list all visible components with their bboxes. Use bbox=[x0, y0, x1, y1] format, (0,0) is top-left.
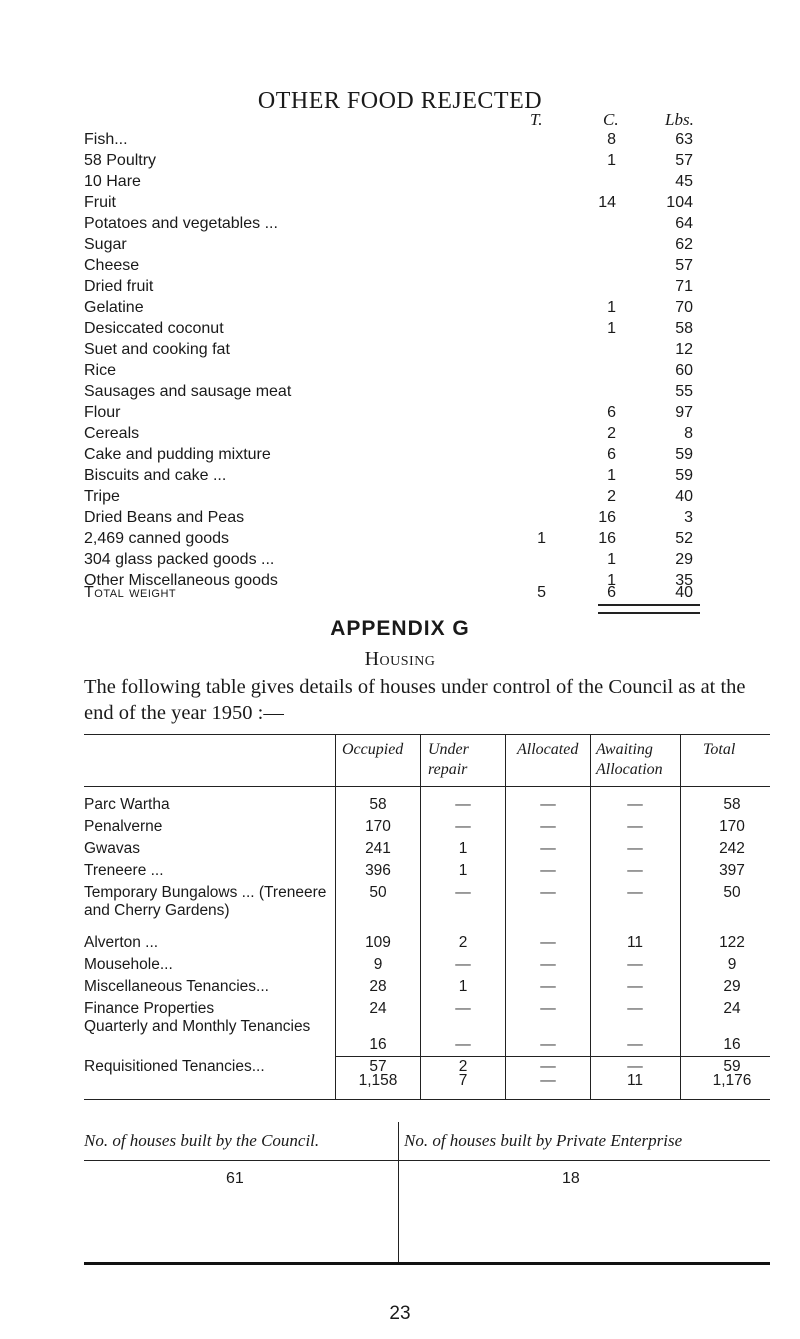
cell-allocated: — bbox=[540, 934, 556, 951]
total-allocated: — bbox=[540, 1072, 556, 1089]
cell-allocated: — bbox=[540, 884, 556, 901]
cell-occupied: 396 bbox=[365, 862, 391, 879]
cell-allocated: — bbox=[540, 796, 556, 813]
col-divider bbox=[590, 734, 591, 1099]
cell-awaiting: — bbox=[627, 840, 643, 857]
food-c: 6 bbox=[607, 404, 616, 421]
food-c: 6 bbox=[607, 446, 616, 463]
total-occupied: 1,158 bbox=[358, 1072, 398, 1089]
cell-repair: — bbox=[455, 1036, 471, 1053]
col-lbs: Lbs. bbox=[665, 110, 694, 129]
food-c: 1 bbox=[607, 572, 616, 589]
food-c: 16 bbox=[598, 509, 616, 526]
food-row bbox=[0, 530, 800, 552]
cell-allocated: — bbox=[540, 956, 556, 973]
cell-total: 9 bbox=[727, 956, 737, 973]
cell-allocated: — bbox=[540, 862, 556, 879]
food-lbs: 64 bbox=[675, 215, 693, 232]
food-lbs: 8 bbox=[684, 425, 693, 442]
cell-repair: 2 bbox=[458, 1058, 468, 1075]
cell-repair: — bbox=[455, 1000, 471, 1017]
built-divider bbox=[398, 1122, 399, 1262]
cell-occupied: 58 bbox=[369, 796, 387, 813]
page-bottom-rule bbox=[84, 1262, 770, 1265]
total-repair: 7 bbox=[458, 1072, 468, 1089]
cell-occupied: 9 bbox=[373, 956, 383, 973]
food-c: 1 bbox=[607, 467, 616, 484]
housing-heading: Housing bbox=[364, 648, 436, 670]
food-name: Fish... bbox=[84, 131, 128, 148]
cell-total: 58 bbox=[723, 796, 741, 813]
food-name: Biscuits and cake ... bbox=[84, 467, 227, 484]
food-row bbox=[0, 383, 800, 405]
row-name: Parc Wartha bbox=[84, 796, 170, 813]
cell-repair: 2 bbox=[458, 934, 468, 951]
food-row bbox=[0, 488, 800, 510]
food-name: 58 Poultry bbox=[84, 152, 157, 169]
cell-occupied: 170 bbox=[365, 818, 391, 835]
cell-awaiting: — bbox=[627, 978, 643, 995]
food-name: 2,469 canned goods bbox=[84, 530, 230, 547]
food-name: Sugar bbox=[84, 236, 127, 253]
food-row bbox=[0, 257, 800, 279]
food-row bbox=[0, 551, 800, 573]
food-c: 1 bbox=[607, 299, 616, 316]
food-c: 2 bbox=[607, 488, 616, 505]
food-t: 1 bbox=[537, 530, 546, 547]
food-name: Dried Beans and Peas bbox=[84, 509, 245, 526]
page-number: 23 bbox=[389, 1303, 411, 1324]
food-lbs: 70 bbox=[675, 299, 693, 316]
cell-total: 397 bbox=[719, 862, 745, 879]
row-name: Miscellaneous Tenancies... bbox=[84, 978, 269, 995]
cell-occupied: 241 bbox=[365, 840, 391, 857]
food-lbs: 35 bbox=[675, 572, 693, 589]
col-total: Total bbox=[703, 741, 736, 758]
row-name: Gwavas bbox=[84, 840, 140, 857]
food-row bbox=[0, 131, 800, 153]
food-lbs: 58 bbox=[675, 320, 693, 337]
food-name: Suet and cooking fat bbox=[84, 341, 230, 358]
total-total: 1,176 bbox=[712, 1072, 752, 1089]
food-c: 1 bbox=[607, 551, 616, 568]
cell-total: 50 bbox=[723, 884, 741, 901]
food-row bbox=[0, 299, 800, 321]
col-cwt: C. bbox=[603, 110, 619, 129]
food-lbs: 57 bbox=[675, 257, 693, 274]
cell-allocated: — bbox=[540, 840, 556, 857]
food-lbs: 29 bbox=[675, 551, 693, 568]
cell-awaiting: 11 bbox=[626, 934, 644, 951]
food-name: Cake and pudding mixture bbox=[84, 446, 271, 463]
food-name: Gelatine bbox=[84, 299, 144, 316]
private-built-label: No. of houses built by Private Enterprise bbox=[404, 1131, 683, 1150]
food-name: Desiccated coconut bbox=[84, 320, 224, 337]
cell-repair: — bbox=[455, 884, 471, 901]
food-row bbox=[0, 425, 800, 447]
appendix-label: APPENDIX G bbox=[330, 617, 470, 640]
food-name: Cheese bbox=[84, 257, 140, 274]
table-sum-rule bbox=[336, 1056, 770, 1057]
cell-occupied: 16 bbox=[369, 1036, 387, 1053]
cell-repair: 1 bbox=[458, 862, 468, 879]
food-lbs: 45 bbox=[675, 173, 693, 190]
cell-awaiting: — bbox=[627, 818, 643, 835]
cell-occupied: 24 bbox=[369, 1000, 387, 1017]
food-row bbox=[0, 278, 800, 300]
food-lbs: 59 bbox=[675, 467, 693, 484]
food-name: 10 Hare bbox=[84, 173, 141, 190]
built-rule bbox=[84, 1160, 770, 1161]
col-under-repair: Under repair bbox=[428, 741, 469, 778]
food-row bbox=[0, 404, 800, 426]
council-built-value: 61 bbox=[226, 1170, 244, 1187]
col-awaiting-allocation: Awaiting Allocation bbox=[596, 741, 663, 778]
cell-awaiting: — bbox=[627, 1058, 643, 1075]
cell-allocated: — bbox=[540, 978, 556, 995]
food-name: Flour bbox=[84, 404, 121, 421]
food-c: 1 bbox=[607, 320, 616, 337]
cell-occupied: 109 bbox=[365, 934, 391, 951]
food-row bbox=[0, 236, 800, 258]
food-lbs: 55 bbox=[675, 383, 693, 400]
col-divider bbox=[420, 734, 421, 1099]
food-row bbox=[0, 467, 800, 489]
food-name: Cereals bbox=[84, 425, 140, 442]
cell-repair: — bbox=[455, 796, 471, 813]
cell-repair: 1 bbox=[458, 840, 468, 857]
food-title: OTHER FOOD REJECTED bbox=[257, 88, 543, 114]
cell-awaiting: — bbox=[627, 862, 643, 879]
food-c: 16 bbox=[598, 530, 616, 547]
food-row bbox=[0, 194, 800, 216]
food-row bbox=[0, 173, 800, 195]
food-name: 304 glass packed goods ... bbox=[84, 551, 275, 568]
food-row bbox=[0, 446, 800, 468]
col-divider bbox=[680, 734, 681, 1099]
col-occupied: Occupied bbox=[342, 741, 404, 758]
cell-repair: — bbox=[455, 818, 471, 835]
cell-allocated: — bbox=[540, 1058, 556, 1075]
cell-allocated: — bbox=[540, 818, 556, 835]
cell-awaiting: — bbox=[627, 1036, 643, 1053]
food-lbs: 40 bbox=[675, 488, 693, 505]
table-top-rule bbox=[84, 734, 770, 735]
cell-total: 242 bbox=[719, 840, 745, 857]
cell-repair: — bbox=[455, 956, 471, 973]
total-weight-label: Total weight bbox=[84, 584, 177, 601]
food-row bbox=[0, 341, 800, 363]
food-name: Other Miscellaneous goods bbox=[84, 572, 278, 589]
food-name: Potatoes and vegetables ... bbox=[84, 215, 278, 232]
food-lbs: 71 bbox=[675, 278, 693, 295]
food-lbs: 3 bbox=[684, 509, 693, 526]
food-lbs: 63 bbox=[675, 131, 693, 148]
cell-awaiting: — bbox=[627, 956, 643, 973]
table-bottom-rule bbox=[84, 1099, 770, 1100]
cell-repair: 1 bbox=[458, 978, 468, 995]
total-c: 6 bbox=[607, 584, 616, 601]
cell-awaiting: — bbox=[627, 1000, 643, 1017]
col-divider bbox=[335, 734, 336, 1099]
food-row bbox=[0, 362, 800, 384]
cell-awaiting: — bbox=[627, 796, 643, 813]
food-name: Dried fruit bbox=[84, 278, 154, 295]
food-c: 1 bbox=[607, 152, 616, 169]
cell-occupied: 28 bbox=[369, 978, 387, 995]
row-name: Requisitioned Tenancies... bbox=[84, 1058, 265, 1075]
row-name: Quarterly and Monthly Tenancies bbox=[84, 1018, 311, 1035]
food-lbs: 97 bbox=[675, 404, 693, 421]
food-total-row bbox=[0, 584, 800, 606]
cell-occupied: 57 bbox=[369, 1058, 387, 1075]
food-name: Sausages and sausage meat bbox=[84, 383, 292, 400]
food-row bbox=[0, 215, 800, 237]
food-lbs: 59 bbox=[675, 446, 693, 463]
row-name: Penalverne bbox=[84, 818, 163, 835]
row-name: Temporary Bungalows ... (Treneere and Cherry Gardens) bbox=[84, 884, 327, 919]
food-lbs: 12 bbox=[675, 341, 693, 358]
food-lbs: 52 bbox=[675, 530, 693, 547]
cell-allocated: — bbox=[540, 1036, 556, 1053]
cell-allocated: — bbox=[540, 1000, 556, 1017]
food-lbs: 62 bbox=[675, 236, 693, 253]
cell-awaiting: — bbox=[627, 884, 643, 901]
total-awaiting: 11 bbox=[626, 1072, 644, 1089]
private-built-value: 18 bbox=[562, 1170, 580, 1187]
total-double-rule bbox=[598, 604, 700, 614]
food-row bbox=[0, 509, 800, 531]
total-t: 5 bbox=[537, 584, 546, 601]
food-c: 14 bbox=[598, 194, 616, 211]
food-name: Tripe bbox=[84, 488, 120, 505]
cell-total: 59 bbox=[723, 1058, 741, 1075]
row-name: Treneere ... bbox=[84, 862, 164, 879]
food-name: Fruit bbox=[84, 194, 116, 211]
row-name: Mousehole... bbox=[84, 956, 173, 973]
table-header-rule bbox=[84, 786, 770, 787]
cell-total: 24 bbox=[723, 1000, 741, 1017]
food-lbs: 104 bbox=[666, 194, 693, 211]
row-name: Alverton ... bbox=[84, 934, 159, 951]
col-allocated: Allocated bbox=[517, 741, 579, 758]
cell-occupied: 50 bbox=[369, 884, 387, 901]
food-c: 2 bbox=[607, 425, 616, 442]
food-name: Rice bbox=[84, 362, 117, 379]
food-row bbox=[0, 152, 800, 174]
row-name: Finance Properties bbox=[84, 1000, 215, 1017]
col-tons: T. bbox=[530, 110, 543, 129]
cell-total: 122 bbox=[719, 934, 745, 951]
council-built-label: No. of houses built by the Council. bbox=[84, 1131, 320, 1150]
housing-intro: The following table gives details of houses under control of the Council as at the end of the year 1950 :— bbox=[84, 676, 746, 724]
food-row bbox=[0, 320, 800, 342]
cell-total: 16 bbox=[723, 1036, 741, 1053]
food-lbs: 57 bbox=[675, 152, 693, 169]
cell-total: 29 bbox=[723, 978, 741, 995]
col-divider bbox=[505, 734, 506, 1099]
food-c: 8 bbox=[607, 131, 616, 148]
total-lbs: 40 bbox=[675, 584, 693, 601]
cell-total: 170 bbox=[719, 818, 745, 835]
food-lbs: 60 bbox=[675, 362, 693, 379]
